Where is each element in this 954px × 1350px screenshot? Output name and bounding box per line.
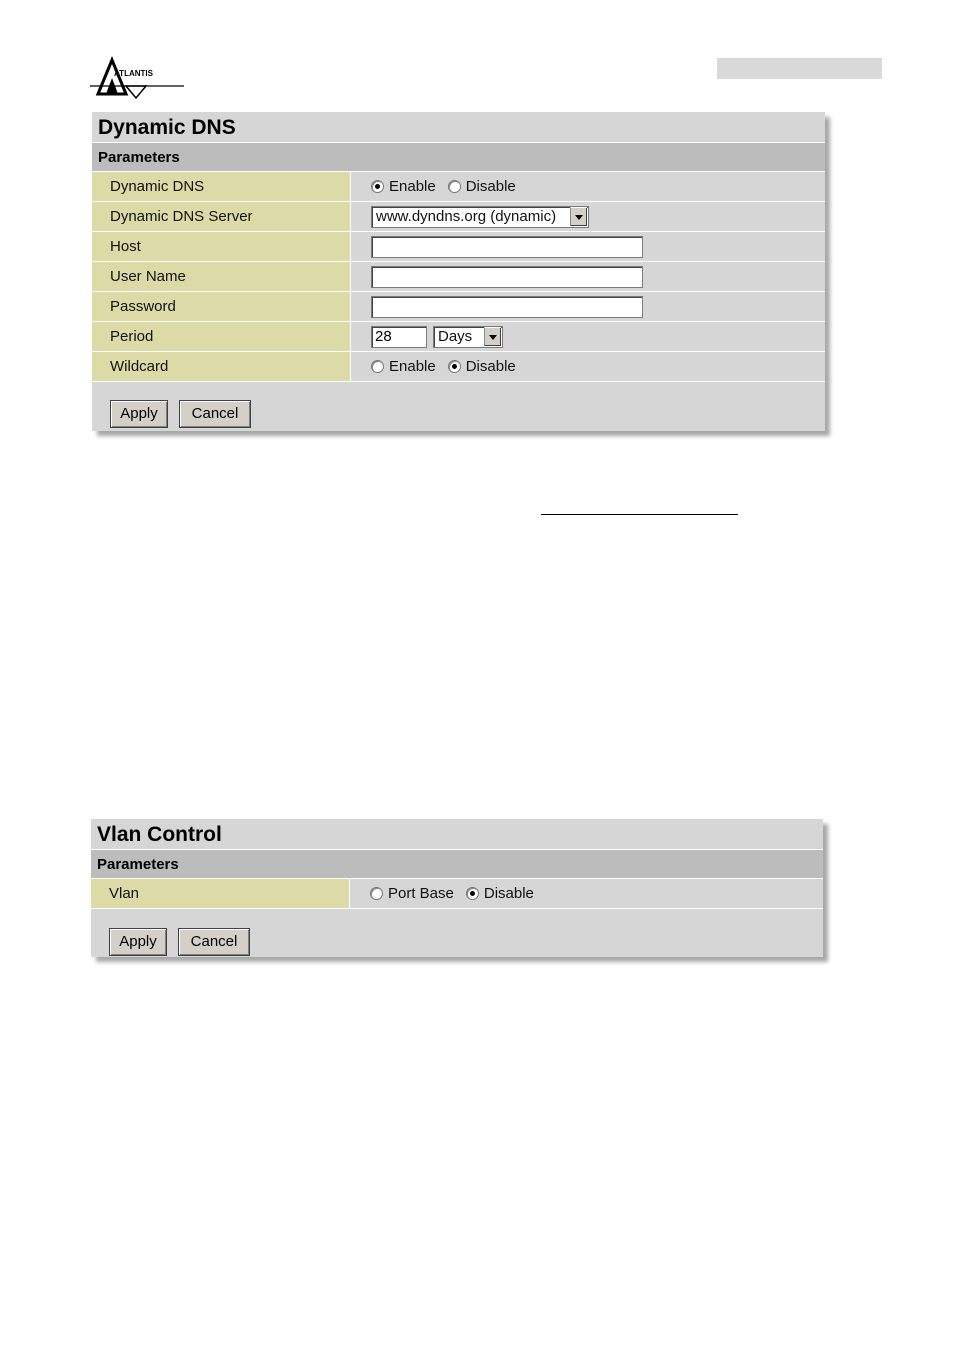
radio-label: Port Base	[388, 885, 454, 902]
row-vlan	[91, 879, 823, 909]
radio-label: Enable	[389, 358, 436, 375]
apply-button[interactable]: Apply	[109, 928, 167, 956]
divider	[541, 514, 738, 515]
row-user-name	[92, 262, 825, 292]
row-label: Period	[92, 322, 351, 351]
apply-button[interactable]: Apply	[110, 400, 168, 428]
section-header: Parameters	[92, 143, 825, 172]
dns-server-select[interactable]	[371, 206, 589, 228]
radio-label: Enable	[389, 178, 436, 195]
row-host	[92, 232, 825, 262]
row-label: Vlan	[91, 879, 350, 908]
button-row	[91, 909, 823, 957]
row-label: Dynamic DNS Server	[92, 202, 351, 231]
button-row	[92, 382, 825, 431]
radio-label: Disable	[465, 358, 516, 375]
row-label: User Name	[92, 262, 351, 291]
dynamic-dns-disable-radio[interactable]	[448, 180, 461, 193]
select-value: www.dyndns.org (dynamic)	[376, 208, 557, 225]
user-name-input[interactable]	[371, 266, 643, 288]
row-label: Wildcard	[92, 352, 351, 381]
dynamic-dns-enable-radio[interactable]	[371, 180, 384, 193]
period-unit-select[interactable]	[433, 326, 503, 348]
panel-title: Vlan Control	[91, 819, 823, 850]
chevron-down-icon[interactable]	[570, 207, 587, 226]
password-input[interactable]	[371, 296, 643, 318]
wildcard-disable-radio[interactable]	[448, 360, 461, 373]
cancel-button[interactable]: Cancel	[179, 400, 251, 428]
row-wildcard	[92, 352, 825, 382]
row-dynamic-dns-server	[92, 202, 825, 232]
row-label: Host	[92, 232, 351, 261]
host-input[interactable]	[371, 236, 643, 258]
vlan-control-panel	[91, 819, 823, 957]
atlantis-logo	[88, 54, 188, 102]
vlan-disable-radio[interactable]	[466, 887, 479, 900]
chevron-down-icon[interactable]	[484, 327, 501, 346]
panel-title: Dynamic DNS	[92, 112, 825, 143]
wildcard-enable-radio[interactable]	[371, 360, 384, 373]
row-password	[92, 292, 825, 322]
row-label: Dynamic DNS	[92, 172, 351, 201]
period-input[interactable]	[371, 326, 427, 348]
logo-text: ATLANTIS	[114, 69, 153, 78]
row-period	[92, 322, 825, 352]
radio-label: Disable	[483, 885, 534, 902]
header-bar	[717, 58, 882, 79]
vlan-port-base-radio[interactable]	[370, 887, 383, 900]
row-dynamic-dns	[92, 172, 825, 202]
row-label: Password	[92, 292, 351, 321]
dynamic-dns-panel	[92, 112, 825, 431]
cancel-button[interactable]: Cancel	[178, 928, 250, 956]
select-value: Days	[438, 328, 473, 345]
radio-label: Disable	[465, 178, 516, 195]
section-header: Parameters	[91, 850, 823, 879]
